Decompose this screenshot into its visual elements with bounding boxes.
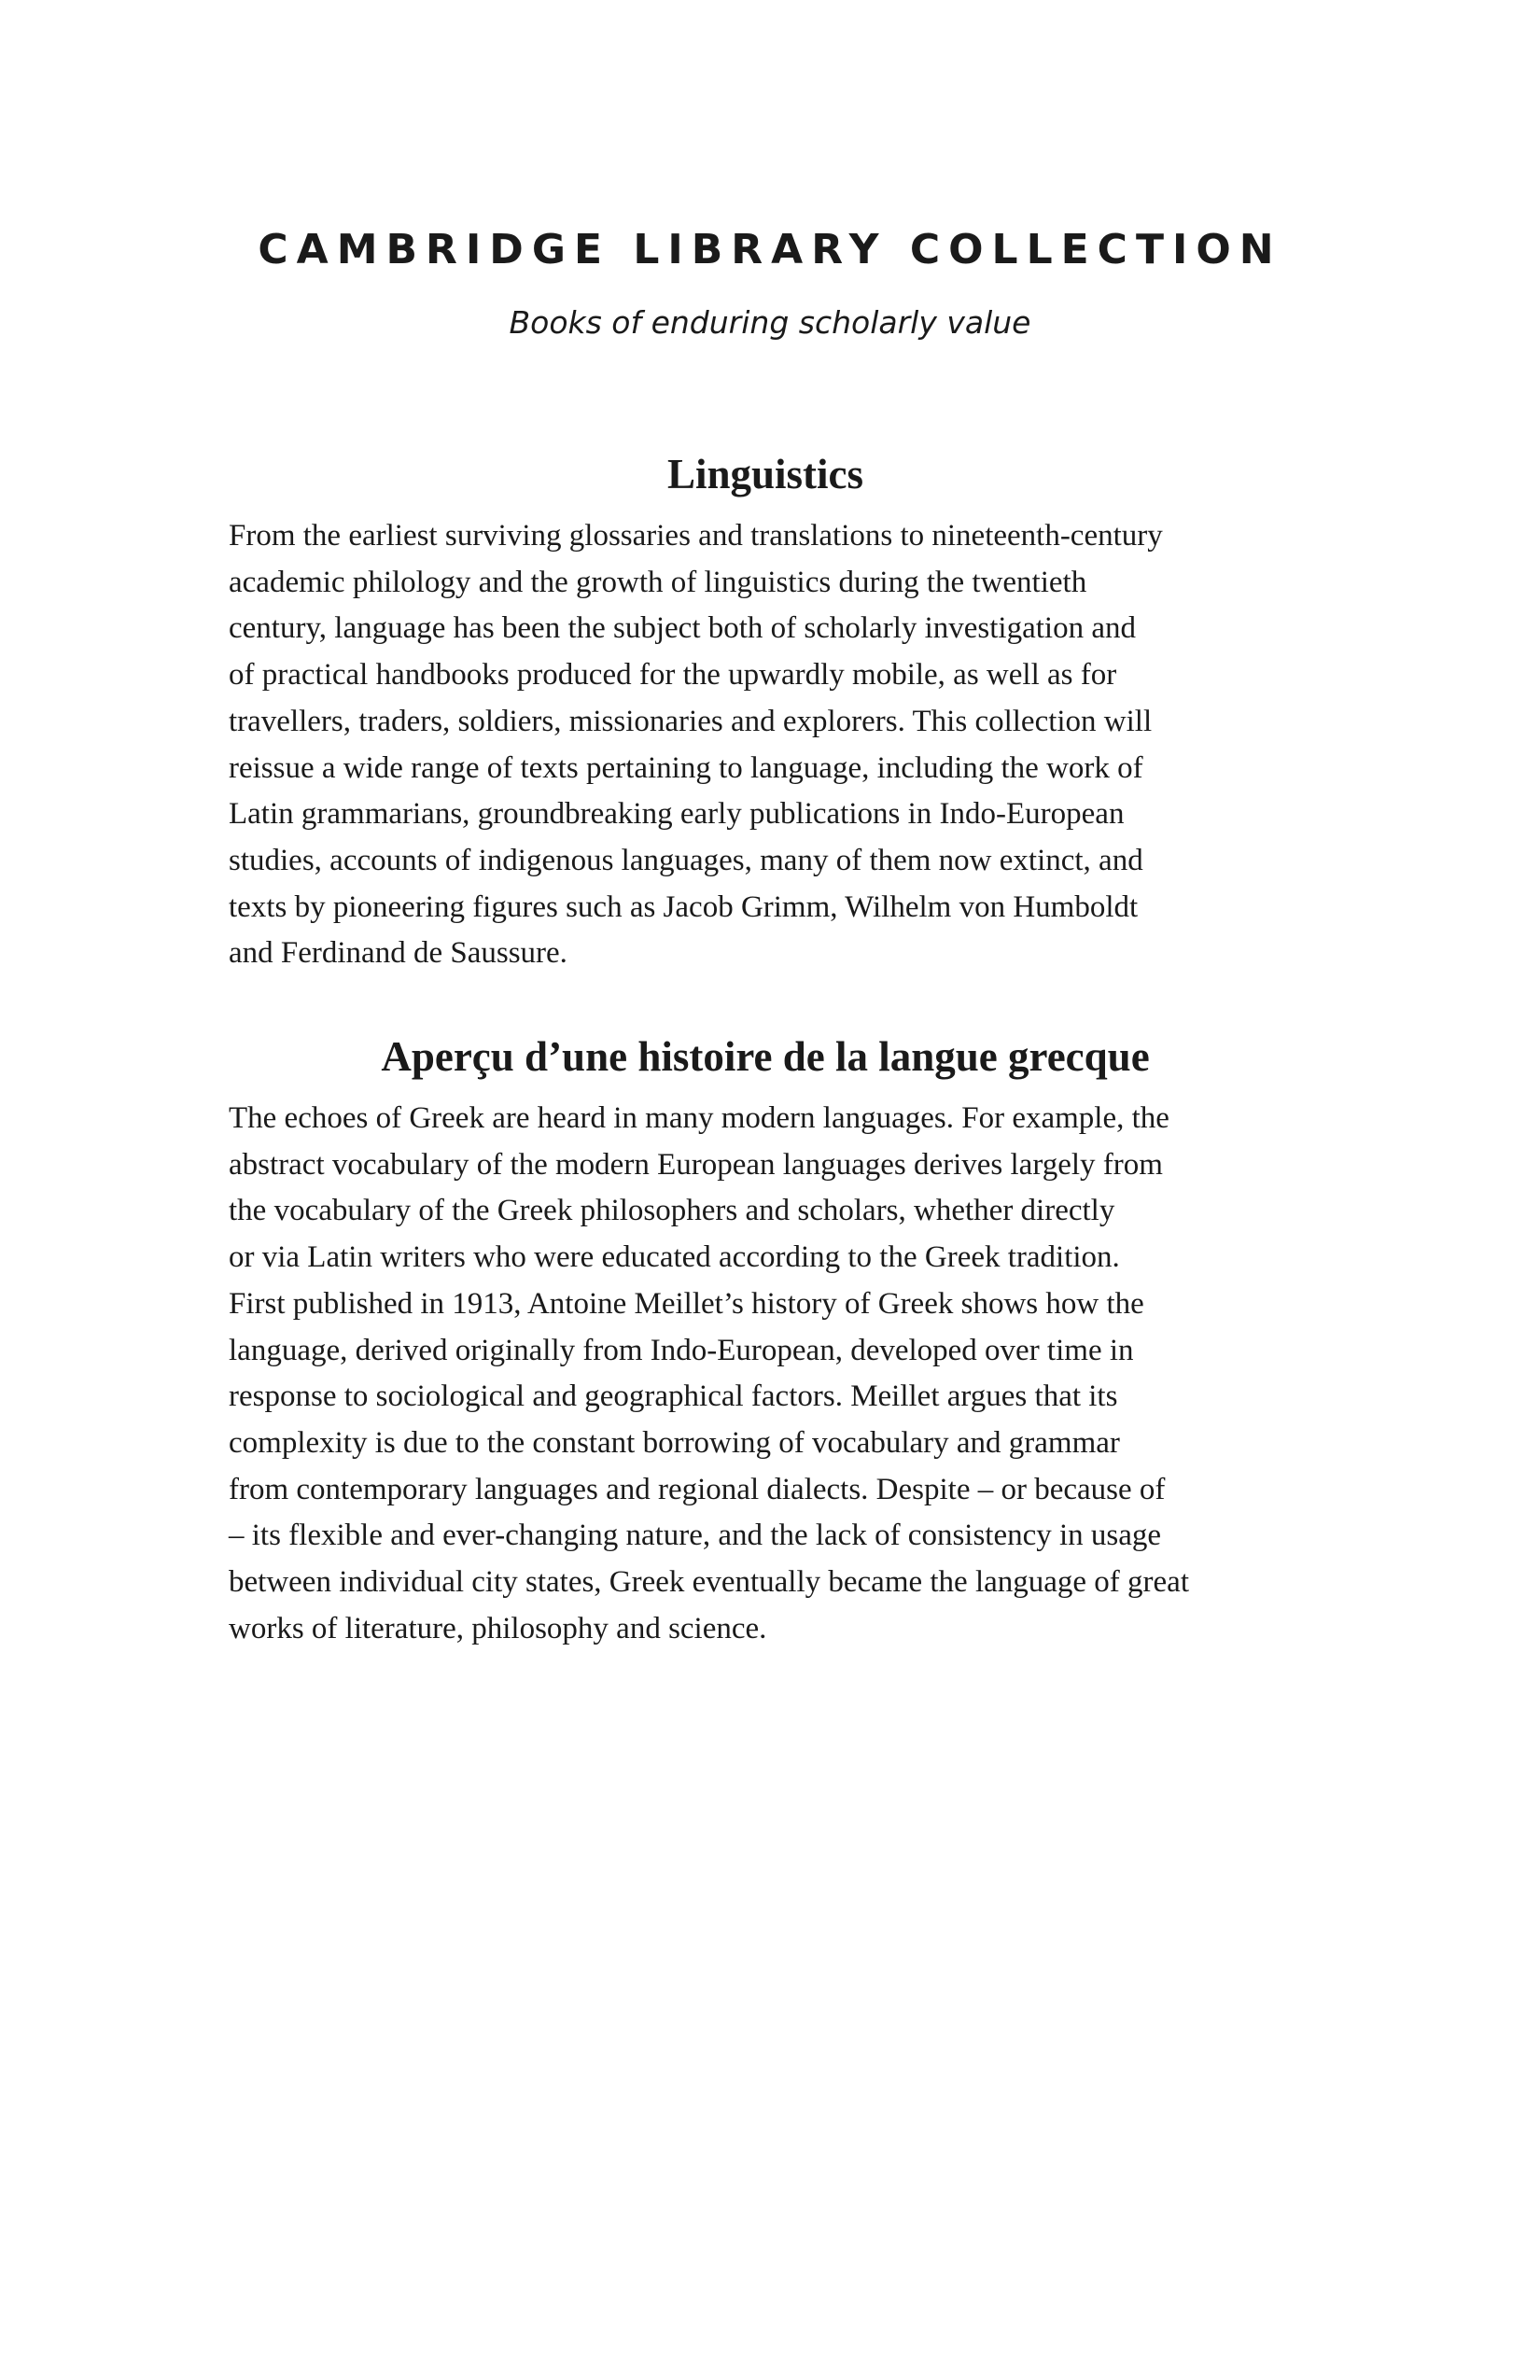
body-line: abstract vocabulary of the modern European languages derives largely from	[229, 1147, 1163, 1182]
body-line: The echoes of Greek are heard in many modern languages. For example, the	[229, 1101, 1169, 1135]
body-line: of practical handbooks produced for the upwardly mobile, as well as for	[229, 658, 1117, 693]
body-line: academic philology and the growth of linguistics during the twentieth	[229, 565, 1087, 599]
body-line: – its flexible and ever-changing nature, and the lack of consistency in usage	[229, 1519, 1162, 1553]
section-heading-book-title: Aperçu d’une histoire de la langue grecque	[381, 1033, 1150, 1080]
body-line: between individual city states, Greek eventually became the language of great	[229, 1565, 1189, 1600]
section-heading-linguistics: Linguistics	[666, 451, 864, 497]
body-line: or via Latin writers who were educated according to the Greek tradition.	[229, 1240, 1120, 1275]
body-line: the vocabulary of the Greek philosophers and scholars, whether directly	[229, 1194, 1115, 1228]
body-line: from contemporary languages and regional dialects. Despite – or because of	[229, 1472, 1166, 1506]
body-line: travellers, traders, soldiers, missionaries and explorers. This collection will	[229, 704, 1153, 738]
body-line: century, language has been the subject both of scholarly investigation and	[229, 611, 1136, 646]
body-line: Latin grammarians, groundbreaking early publications in Indo-European	[229, 797, 1125, 832]
body-line: texts by pioneering figures such as Jacob Grimm, Wilhelm von Humboldt	[229, 889, 1139, 924]
body-line: response to sociological and geographical factors. Meillet argues that its	[229, 1379, 1118, 1414]
body-line: complexity is due to the constant borrowing of vocabulary and grammar	[229, 1425, 1120, 1460]
body-line: language, derived originally from Indo-European, developed over time in	[229, 1333, 1134, 1367]
series-title: CAMBRIDGE LIBRARY COLLECTION	[258, 226, 1282, 273]
body-line: works of literature, philosophy and science.	[229, 1611, 767, 1645]
series-subtitle: Books of enduring scholarly value	[509, 304, 1031, 341]
section-body-book-description	[229, 1096, 1302, 1652]
body-line: and Ferdinand de Saussure.	[229, 936, 567, 971]
body-line: From the earliest surviving glossaries and translations to nineteenth-century	[229, 519, 1163, 553]
body-line: studies, accounts of indigenous languages, many of them now extinct, and	[229, 843, 1143, 877]
section-body-linguistics	[229, 513, 1302, 977]
body-line: First published in 1913, Antoine Meillet’s history of Greek shows how the	[229, 1286, 1144, 1321]
body-line: reissue a wide range of texts pertaining to language, including the work of	[229, 750, 1143, 785]
